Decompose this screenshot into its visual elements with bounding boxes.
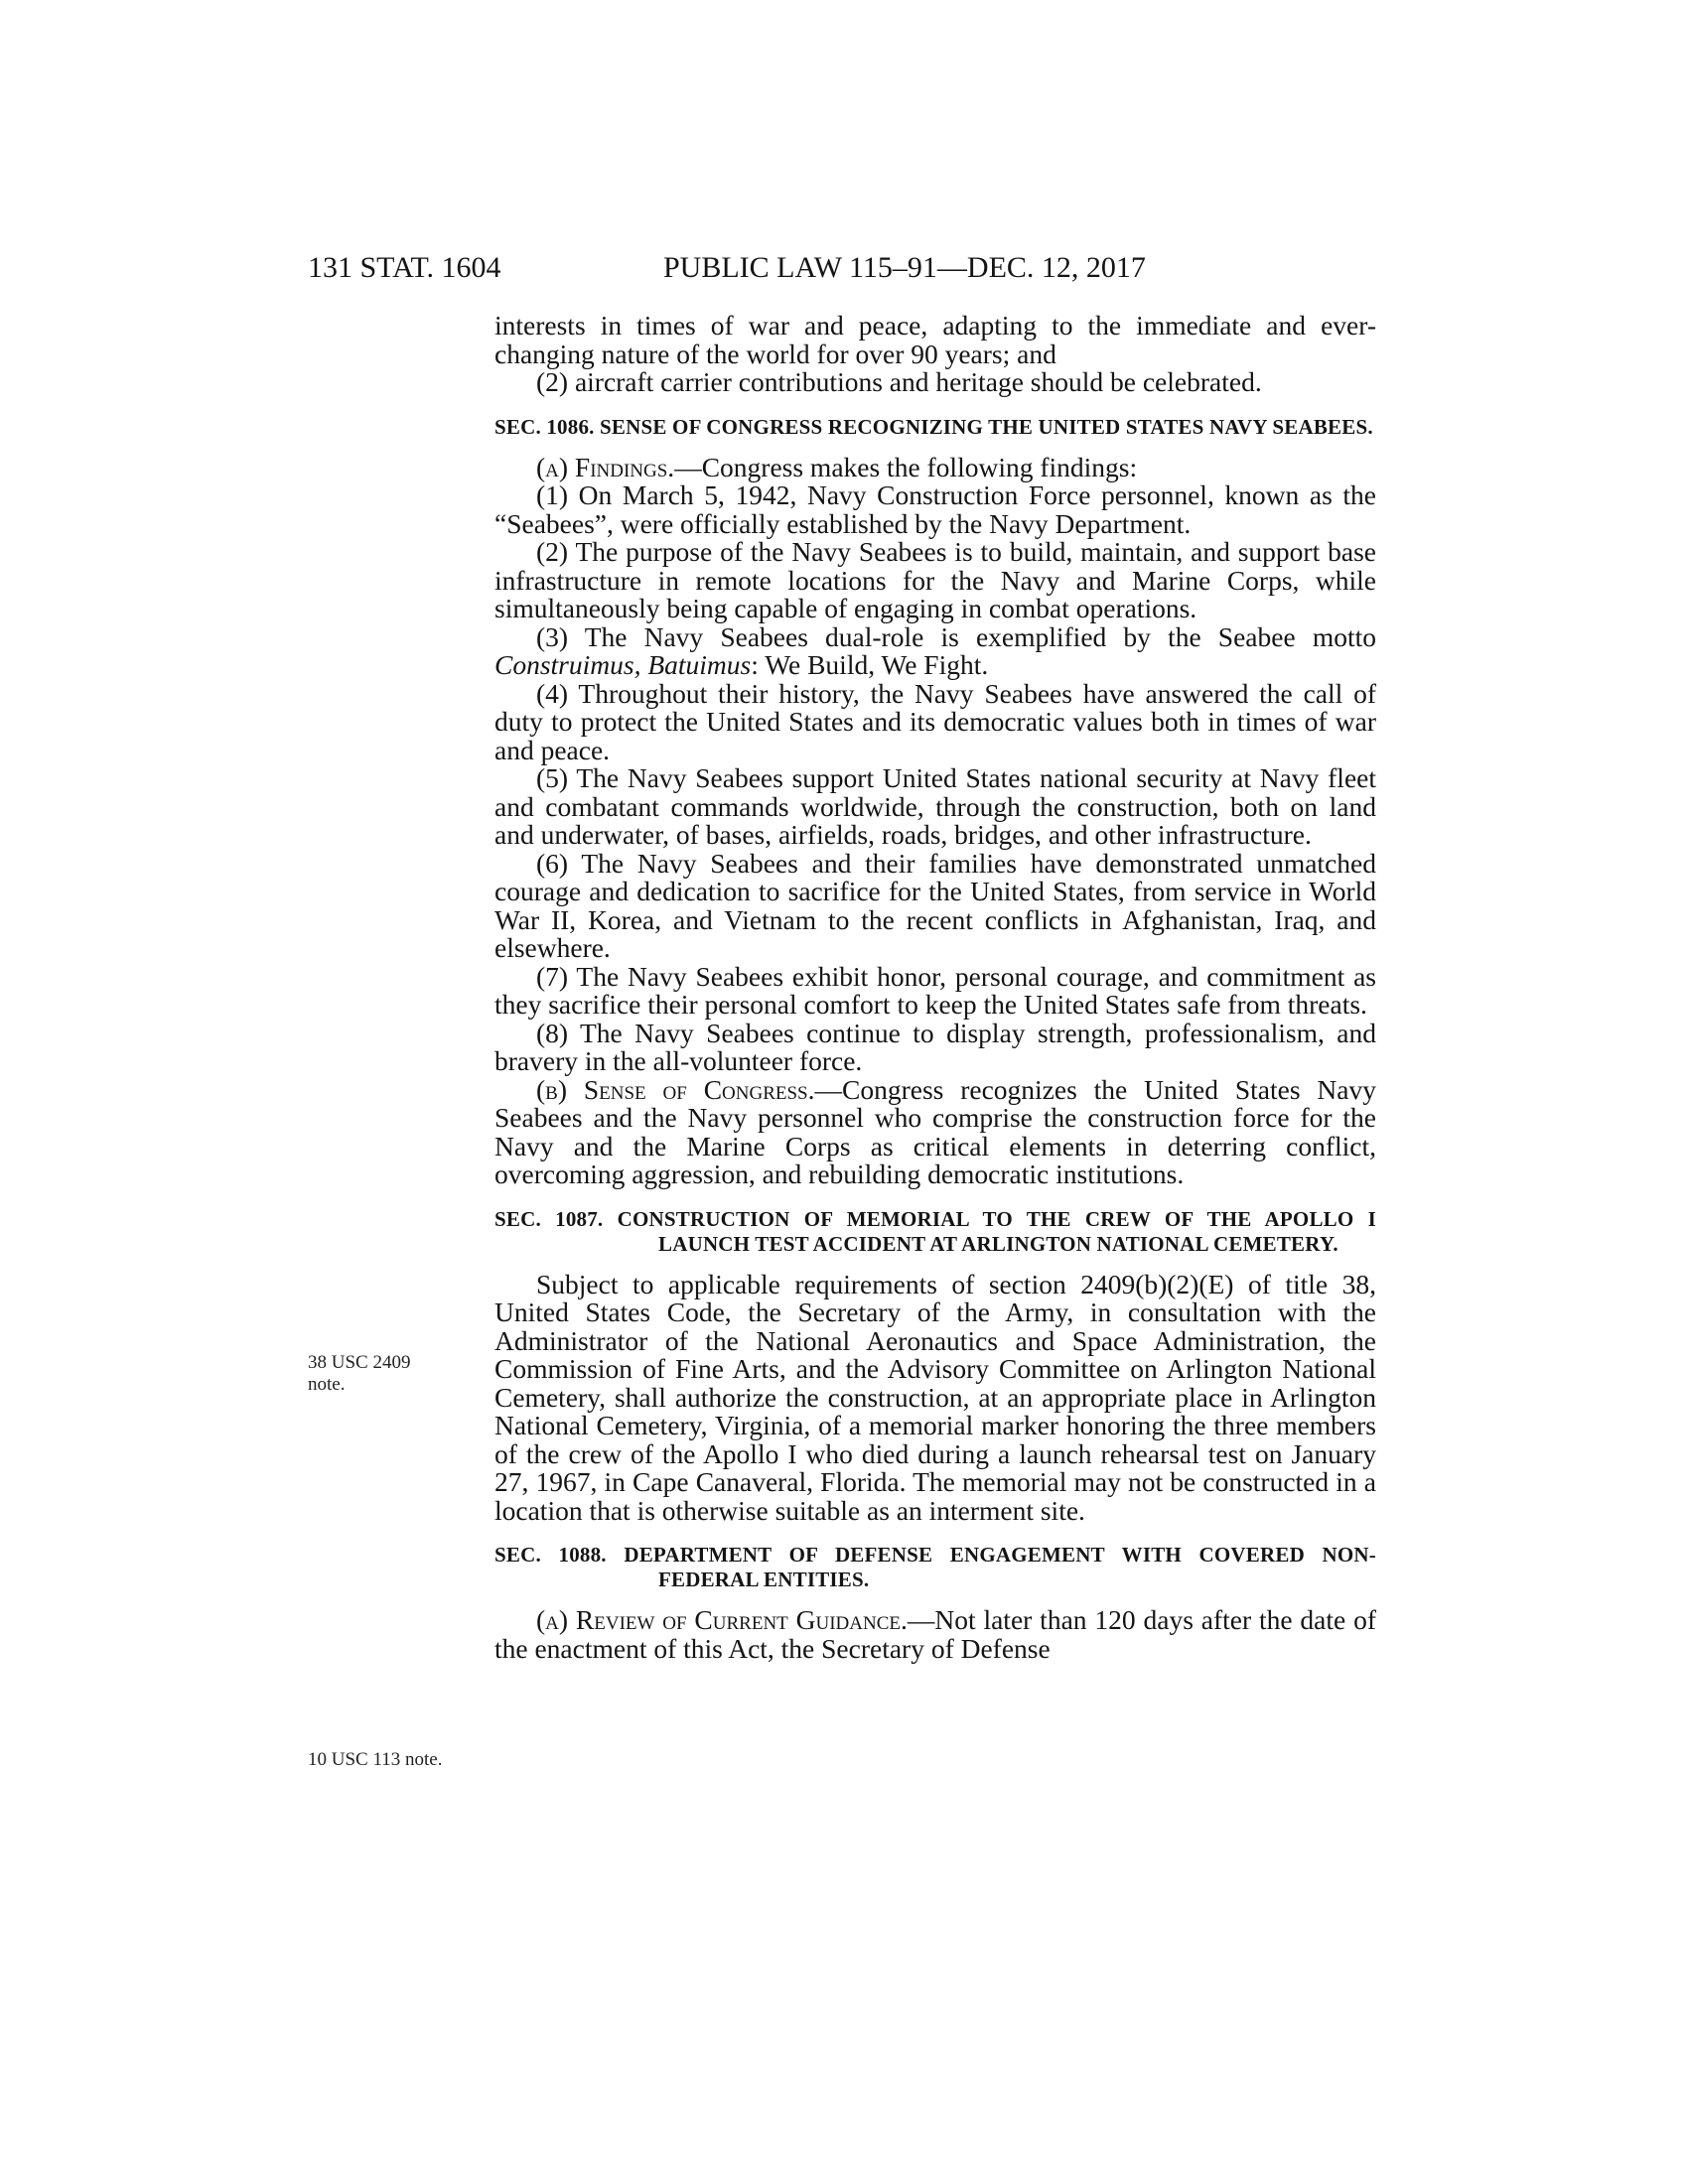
seabee-motto: Construimus, Batuimus xyxy=(494,649,752,680)
margin-note-sec1088: 10 USC 113 note. xyxy=(308,1749,443,1770)
section-1087-text: Subject to applicable requirements of section 2409(b)(2)(E) of title 38, United States Code, the Secretary of the Army, in consultation with the Administrator of the National Aeronautics and Space Administration, the Commission of Fine Arts, and the Advisory Committee on Arlington National Cemetery, shall authorize the construction, at an appropriate place in Arlington National Cemetery, Virginia, of a memorial marker honoring the three members of the crew of the Apollo I who died during a launch rehearsal test on January 27, 1967, in Cape Canaveral, Florida. The memorial may not be constructed in a location that is otherwise suitable as an interment site. xyxy=(494,1268,1376,1526)
section-1087-heading: SEC. 1087. CONSTRUCTION OF MEMORIAL TO THE CREW OF THE APOLLO I LAUNCH TEST ACCIDENT AT ARLINGTON NATIONAL CEMETERY. xyxy=(494,1206,1376,1256)
document-body xyxy=(494,312,1376,1663)
review-paragraph xyxy=(494,1606,1376,1663)
finding-6: (6) The Navy Seabees and their families have demonstrated unmatched courage and dedication to sacrifice for the United States, from service in World War II, Korea, and Vietnam to the recent conflicts in Afghanistan, Iraq, and elsewhere. xyxy=(494,847,1376,963)
finding-4: (4) Throughout their history, the Navy Seabees have answered the call of duty to protect the United States and its democratic values both in times of war and peace. xyxy=(494,677,1376,765)
section-1086-heading: SEC. 1086. SENSE OF CONGRESS RECOGNIZING THE UNITED STATES NAVY SEABEES. xyxy=(494,414,1373,439)
review-text: —Not later than 120 days after the date of the enactment of this Act, the Secretary of Defense xyxy=(494,1604,1376,1664)
finding-3-end: : We Build, We Fight. xyxy=(751,649,989,680)
finding-3 xyxy=(494,620,1376,680)
sense-of-congress-label: (b) Sense of Congress. xyxy=(536,1073,815,1105)
margin-note-sec1087: 38 USC 2409 note. xyxy=(308,1352,411,1395)
paragraph-2: (2) aircraft carrier contributions and heritage should be celebrated. xyxy=(536,366,1262,397)
sense-of-congress-paragraph xyxy=(494,1073,1376,1189)
findings-label: (a) Findings. xyxy=(536,451,675,482)
findings-intro: —Congress makes the following findings: xyxy=(674,451,1138,482)
public-law-title: PUBLIC LAW 115–91—DEC. 12, 2017 xyxy=(663,251,1146,284)
finding-5: (5) The Navy Seabees support United States national security at Navy fleet and combatant commands worldwide, through the construction, both on land and underwater, of bases, airfields, roads, bridges, and other infrastructure. xyxy=(494,762,1376,850)
running-header xyxy=(0,248,1688,288)
findings-paragraph xyxy=(494,451,1376,482)
finding-2: (2) The purpose of the Navy Seabees is to build, maintain, and support base infrastructure in remote locations for the Navy and Marine Corps, while simultaneously being capable of engaging in combat operations. xyxy=(494,536,1376,623)
finding-8: (8) The Navy Seabees continue to display strength, professionalism, and bravery in the all-volunteer force. xyxy=(494,1017,1376,1076)
section-1088-heading: SEC. 1088. DEPARTMENT OF DEFENSE ENGAGEMENT WITH COVERED NON-FEDERAL ENTITIES. xyxy=(494,1543,1376,1591)
statute-page-number: 131 STAT. 1604 xyxy=(308,251,501,284)
sense-of-congress-text: —Congress recognizes the United States Navy Seabees and the Navy personnel who comprise the construction force for the Navy and the Marine Corps as critical elements in deterring conflict, overcoming aggression, and rebuilding democratic institutions. xyxy=(494,1073,1376,1189)
finding-7: (7) The Navy Seabees exhibit honor, personal courage, and commitment as they sacrifice their personal comfort to keep the United States safe from threats. xyxy=(494,960,1376,1020)
continued-paragraph: interests in times of war and peace, adapting to the immediate and ever-changing nature of the world for over 90 years; and xyxy=(494,310,1376,369)
finding-1: (1) On March 5, 1942, Navy Construction Force personnel, known as the “Seabees”, were officially established by the Navy Department. xyxy=(494,479,1376,539)
finding-3-text: (3) The Navy Seabees dual-role is exemplified by the Seabee motto xyxy=(536,620,1376,652)
review-label: (a) Review of Current Guidance. xyxy=(536,1604,908,1635)
